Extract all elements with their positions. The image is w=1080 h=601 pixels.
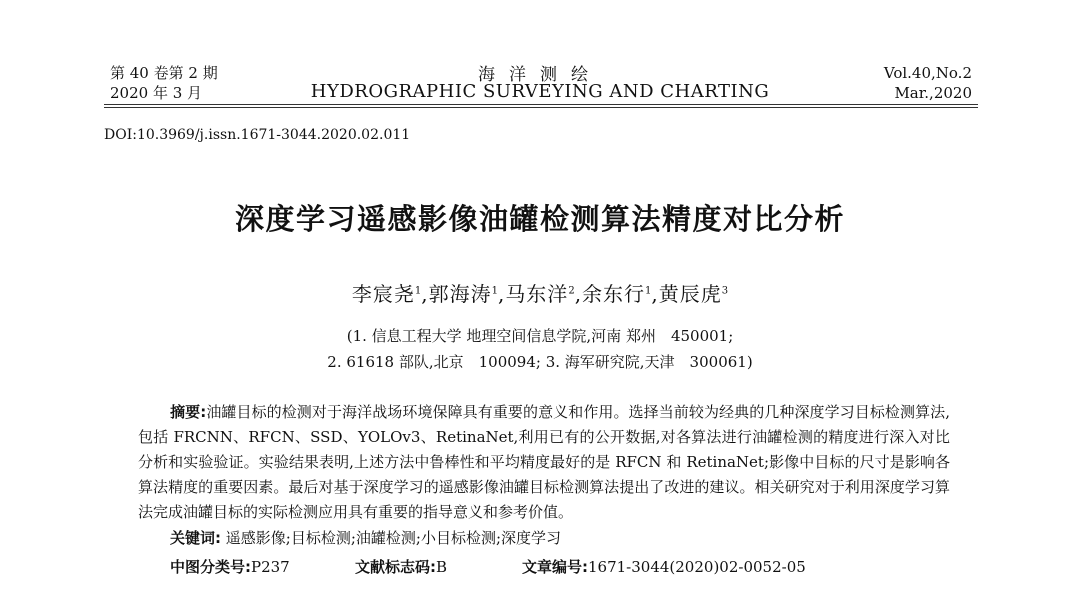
doi: DOI:10.3969/j.issn.1671-3044.2020.02.011 xyxy=(104,127,411,143)
keywords xyxy=(170,527,561,548)
author: 余东行$^1$, xyxy=(582,282,659,306)
header-rule-top xyxy=(104,104,978,105)
author-list xyxy=(0,278,1080,307)
article-number: 文章编号:1671-3044(2020)02-0052-05 xyxy=(522,558,806,576)
date-cn: 2020 年 3 月 xyxy=(110,84,203,102)
keywords-text: 遥感影像;目标检测;油罐检测;小目标检测;深度学习 xyxy=(225,529,561,547)
header-rule-bottom xyxy=(104,107,978,108)
journal-name-cn: 海洋测绘 xyxy=(478,65,602,85)
keywords-label: 关键词: xyxy=(170,529,221,547)
document-code: 文献标志码:B xyxy=(355,558,448,576)
affiliation-line-2: 2. 61618 部队,北京 100094; 3. 海军研究院,天津 300061) xyxy=(327,353,753,371)
abstract-label: 摘要: xyxy=(170,403,207,421)
author: 郭海涛$^1$, xyxy=(428,282,506,306)
journal-name-en: HYDROGRAPHIC SURVEYING AND CHARTING xyxy=(310,81,770,102)
volume-issue-en: Vol.40,No.2 xyxy=(883,64,972,82)
date-en: Mar.,2020 xyxy=(894,84,972,102)
clc-number: 中图分类号:P237 xyxy=(170,558,290,576)
volume-issue-cn: 第 40 卷第 2 期 xyxy=(110,64,218,82)
author: 黄辰虎$^3$ xyxy=(658,282,729,306)
affiliation-line-1: (1. 信息工程大学 地理空间信息学院,河南 郑州 450001; xyxy=(346,327,734,345)
author: 马东洋$^2$, xyxy=(505,282,583,306)
abstract xyxy=(138,400,950,525)
paper-title: 深度学习遥感影像油罐检测算法精度对比分析 xyxy=(234,202,845,236)
author: 李宸尧$^1$, xyxy=(351,282,429,306)
abstract-text: 油罐目标的检测对于海洋战场环境保障具有重要的意义和作用。选择当前较为经典的几种深度学习目标检测算法,包括 FRCNN、RFCN、SSD、YOLOv3、RetinaNet,利用已有的公开数据,对各算法进行油罐检测的精度进行深入对比分析和实验验证。实验结果表明,上述方法中鲁棒性和平均精度最好的是 RFCN 和 RetinaNet;影像中目标的尺寸是影响各算法精度的重要因素。最后对基于深度学习的遥感影像油罐目标检测算法提出了改进的建议。相关研究对于利用深度学习算法完成油罐目标的实际检测应用具有重要的指导意义和参考价值。 xyxy=(138,403,951,521)
